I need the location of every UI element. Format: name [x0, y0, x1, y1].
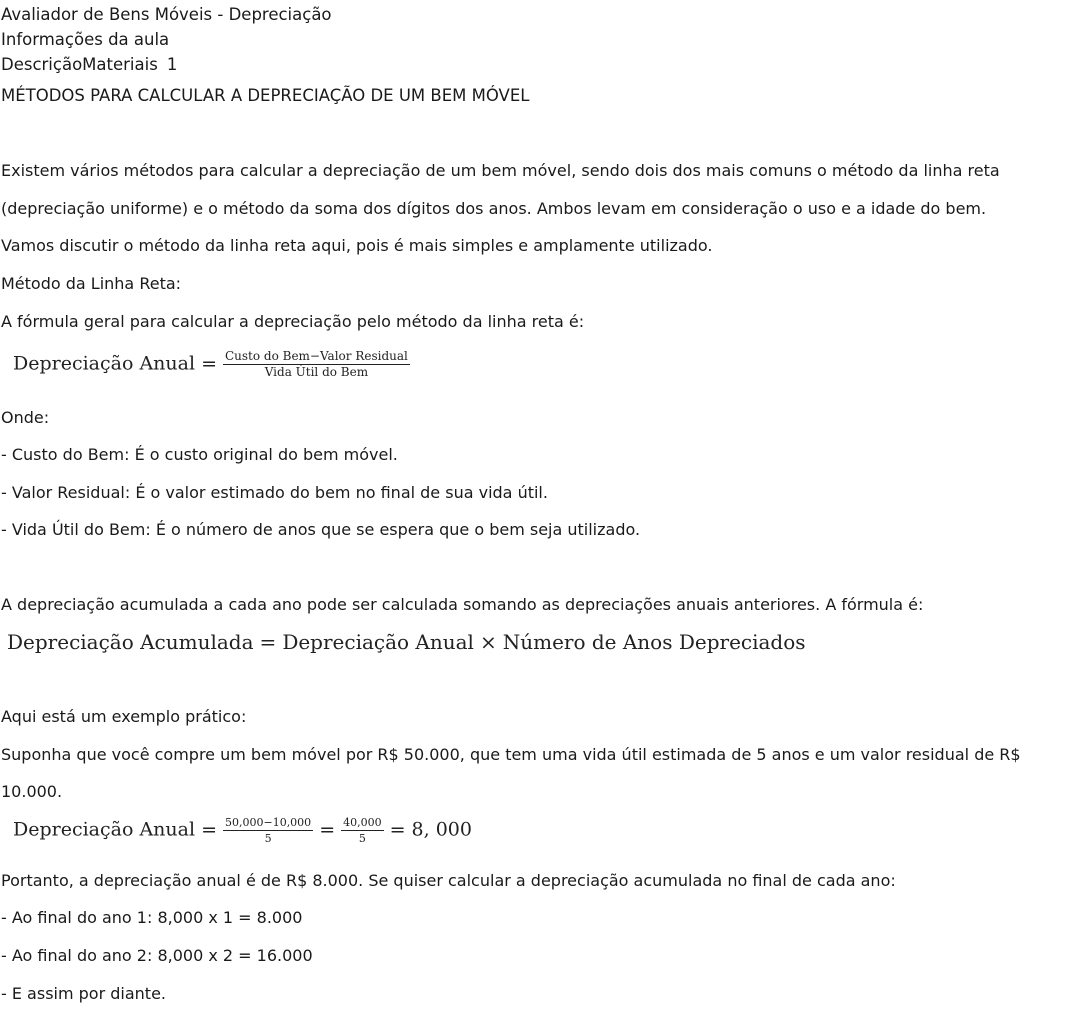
- formula2-times: ×: [479, 630, 497, 654]
- formula3-numerator-2: 40,000: [343, 816, 382, 829]
- formula1-equals: =: [201, 352, 217, 375]
- formula1-numerator: Custo do Bem−Valor Residual: [224, 349, 408, 363]
- lesson-tabs: [1, 55, 177, 75]
- method-title: Método da Linha Reta:: [1, 274, 182, 293]
- definition-vida-util: - Vida Útil do Bem: É o número de anos que se espera que o bem seja utilizado.: [1, 520, 641, 539]
- year-1-line: - Ao final do ano 1: 8,000 x 1 = 8.000: [1, 908, 303, 927]
- formula3-equals-1: =: [201, 818, 217, 841]
- lesson-info-label: Informações da aula: [1, 30, 170, 49]
- formula2-term1: Depreciação Anual: [282, 630, 474, 654]
- formula2-term2: Número de Anos Depreciados: [502, 630, 806, 654]
- formula3-numerator-1: 50,000−10,000: [224, 816, 312, 829]
- formula1-fraction: [223, 350, 410, 379]
- page-heading: MÉTODOS PARA CALCULAR A DEPRECIAÇÃO DE UM BEM MÓVEL: [1, 86, 530, 105]
- intro-line-2: (depreciação uniforme) e o método da soma dos dígitos dos anos. Ambos levam em consideração o uso e a idade do bem.: [1, 199, 987, 218]
- definition-valor-residual: - Valor Residual: É o valor estimado do bem no final de sua vida útil.: [1, 483, 548, 502]
- definition-custo: - Custo do Bem: É o custo original do bem móvel.: [1, 445, 398, 464]
- intro-line-3: Vamos discutir o método da linha reta aqui, pois é mais simples e amplamente utilizado.: [1, 236, 713, 255]
- formula3-fraction-1: [223, 816, 313, 845]
- year-2-line: - Ao final do ano 2: 8,000 x 2 = 16.000: [1, 946, 313, 965]
- formula3-denominator-1: 5: [264, 832, 272, 845]
- conclusion: Portanto, a depreciação anual é de R$ 8.000. Se quiser calcular a depreciação acumulada no final de cada ano:: [1, 871, 896, 890]
- formula2-equals: =: [259, 630, 277, 654]
- formula3-lhs: Depreciação Anual: [13, 818, 196, 841]
- formula3-fraction-2: [341, 816, 384, 845]
- tab-materiais[interactable]: Materiais: [82, 55, 158, 74]
- formula-intro: A fórmula geral para calcular a depreciação pelo método da linha reta é:: [1, 312, 585, 331]
- formula-example: [13, 816, 472, 845]
- formula-annual-depreciation: [13, 350, 410, 379]
- formula2-lhs: Depreciação Acumulada: [7, 630, 254, 654]
- formula1-denominator: Vida Útil do Bem: [264, 365, 369, 379]
- example-title: Aqui está um exemplo prático:: [1, 707, 247, 726]
- intro-line-1: Existem vários métodos para calcular a depreciação de um bem móvel, sendo dois dos mais comuns o método da linha reta: [1, 161, 1000, 180]
- formula1-lhs: Depreciação Anual: [13, 352, 196, 375]
- formula-accumulated-depreciation: [7, 630, 806, 654]
- where-label: Onde:: [1, 408, 50, 427]
- formula3-denominator-2: 5: [358, 832, 366, 845]
- materials-count-badge: 1: [166, 55, 178, 74]
- formula3-result: 8, 000: [411, 818, 472, 841]
- accumulated-intro: A depreciação acumulada a cada ano pode ser calculada somando as depreciações anuais anteriores. A fórmula é:: [1, 595, 924, 614]
- tab-descricao[interactable]: Descrição: [1, 55, 83, 74]
- app-title: Avaliador de Bens Móveis - Depreciação: [1, 5, 332, 24]
- formula3-equals-2: =: [319, 818, 336, 841]
- and-so-on-line: - E assim por diante.: [1, 984, 167, 1003]
- formula3-equals-3: =: [389, 818, 406, 841]
- example-line-1: Suponha que você compre um bem móvel por R$ 50.000, que tem uma vida útil estimada de 5 anos e um valor residual de R$: [1, 745, 1021, 764]
- example-line-2: 10.000.: [1, 782, 63, 801]
